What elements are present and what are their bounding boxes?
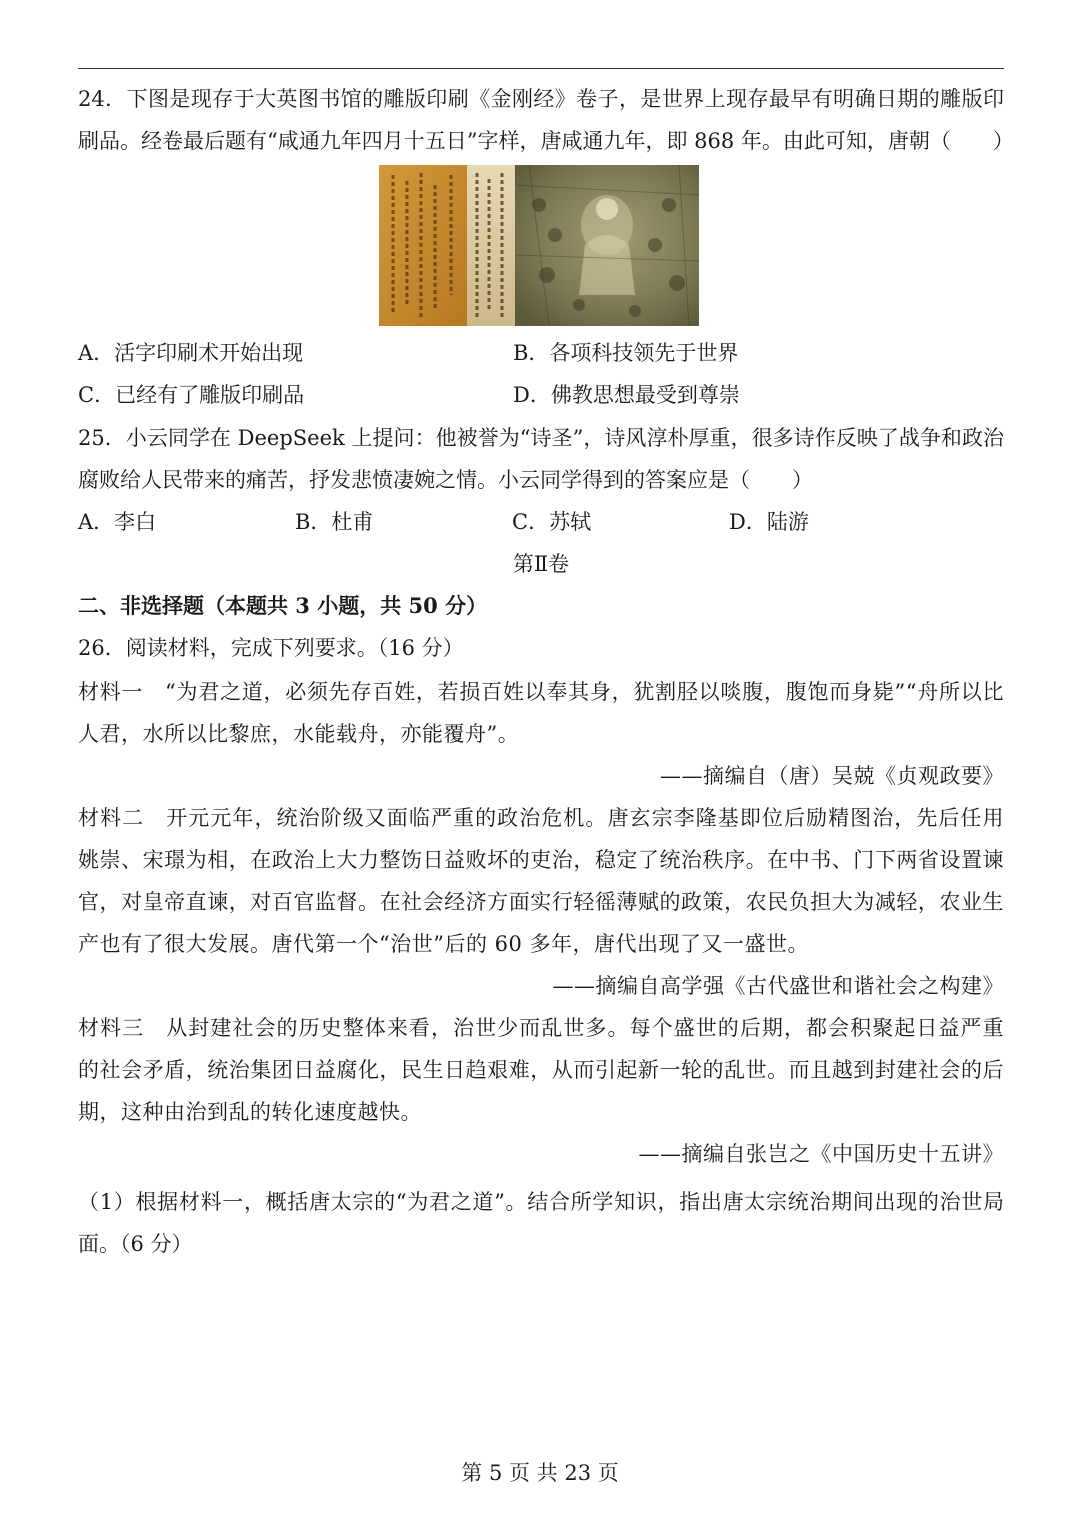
- q24-option-b[interactable]: B．各项科技领先于世界: [513, 341, 739, 365]
- q25-stem-line1: 25．小云同学在 DeepSeek 上提问：他被誉为“诗圣”，诗风淳朴厚重，很多诗作反映了战争和政治: [78, 426, 1004, 450]
- q25-option-c[interactable]: C．苏轼: [512, 510, 592, 534]
- q25-stem-line2: 腐败给人民带来的痛苦，抒发悲愤凄婉之情。小云同学得到的答案应是（ ）: [78, 468, 813, 492]
- section2-heading: 二、非选择题（本题共 3 小题，共 50 分）: [78, 593, 488, 618]
- material2-line1: 材料二 开元元年，统治阶级又面临严重的政治危机。唐玄宗李隆基即位后励精图治，先后任用: [78, 806, 1004, 830]
- q26-subquestion-1: [78, 1181, 1004, 1265]
- page-footer: 第 5 页 共 23 页: [461, 1461, 619, 1485]
- material3-line1: 材料三 从封建社会的历史整体来看，治世少而乱世多。每个盛世的后期，都会积聚起日益严重: [78, 1016, 1004, 1040]
- material2-line4: 产也有了很大发展。唐代第一个“治世”后的 60 多年，唐代出现了又一盛世。: [78, 932, 810, 956]
- header-rule: [78, 68, 1004, 69]
- q25-option-d[interactable]: D．陆游: [729, 510, 809, 534]
- sub1-line1: （1）根据材料一，概括唐太宗的“为君之道”。结合所学知识，指出唐太宗统治期间出现的治世局: [78, 1190, 1004, 1214]
- question-25: [78, 417, 1004, 669]
- sub1-line2: 面。（6 分）: [78, 1232, 193, 1256]
- q24-option-a[interactable]: A．活字印刷术开始出现: [78, 341, 304, 365]
- material2-line3: 官，对皇帝直谏，对百官监督。在社会经济方面实行轻徭薄赋的政策，农民负担大为减轻，农业生: [78, 890, 1004, 914]
- q24-option-d[interactable]: D．佛教思想最受到尊崇: [513, 383, 740, 407]
- q24-stem-line1: 24．下图是现存于大英图书馆的雕版印刷《金刚经》卷子，是世界上现存最早有明确日期的雕版印: [78, 87, 1004, 111]
- q26-stem: 26．阅读材料，完成下列要求。（16 分）: [78, 636, 464, 660]
- q25-option-b[interactable]: B．杜甫: [295, 510, 374, 534]
- material1-line1: 材料一 “为君之道，必须先存百姓，若损百姓以奉其身，犹割胫以啖腹，腹饱而身毙”“舟所以比: [78, 680, 1004, 704]
- q24-options: [78, 332, 1004, 416]
- material3-line3: 期，这种由治到乱的转化速度越快。: [78, 1100, 422, 1124]
- material2-line2: 姚崇、宋璟为相，在政治上大力整饬日益败坏的吏治，稳定了统治秩序。在中书、门下两省设置谏: [78, 848, 1004, 872]
- q24-stem-line2: 刷品。经卷最后题有“咸通九年四月十五日”字样，唐咸通九年，即 868 年。由此可知，唐朝（ ）: [78, 129, 1014, 153]
- q25-option-a[interactable]: A．李白: [78, 510, 157, 534]
- material2-source: ——摘编自高学强《古代盛世和谐社会之构建》: [552, 974, 1004, 998]
- material1-source: ——摘编自（唐）吴兢《贞观政要》: [660, 764, 1004, 788]
- question-24: [78, 78, 1014, 162]
- q26-materials: [78, 671, 1004, 1175]
- material3-line2: 的社会矛盾，统治集团日益腐化，民生日趋艰难，从而引起新一轮的乱世。而且越到封建社会的后: [78, 1058, 1004, 1082]
- part2-title: 第Ⅱ卷: [512, 552, 570, 576]
- q24-option-c[interactable]: C．已经有了雕版印刷品: [78, 383, 305, 407]
- diamond-sutra-scroll-image: [379, 165, 699, 326]
- material3-source: ——摘编自张岂之《中国历史十五讲》: [638, 1142, 1004, 1166]
- material1-line2: 人君，水所以比黎庶，水能载舟，亦能覆舟”。: [78, 722, 520, 746]
